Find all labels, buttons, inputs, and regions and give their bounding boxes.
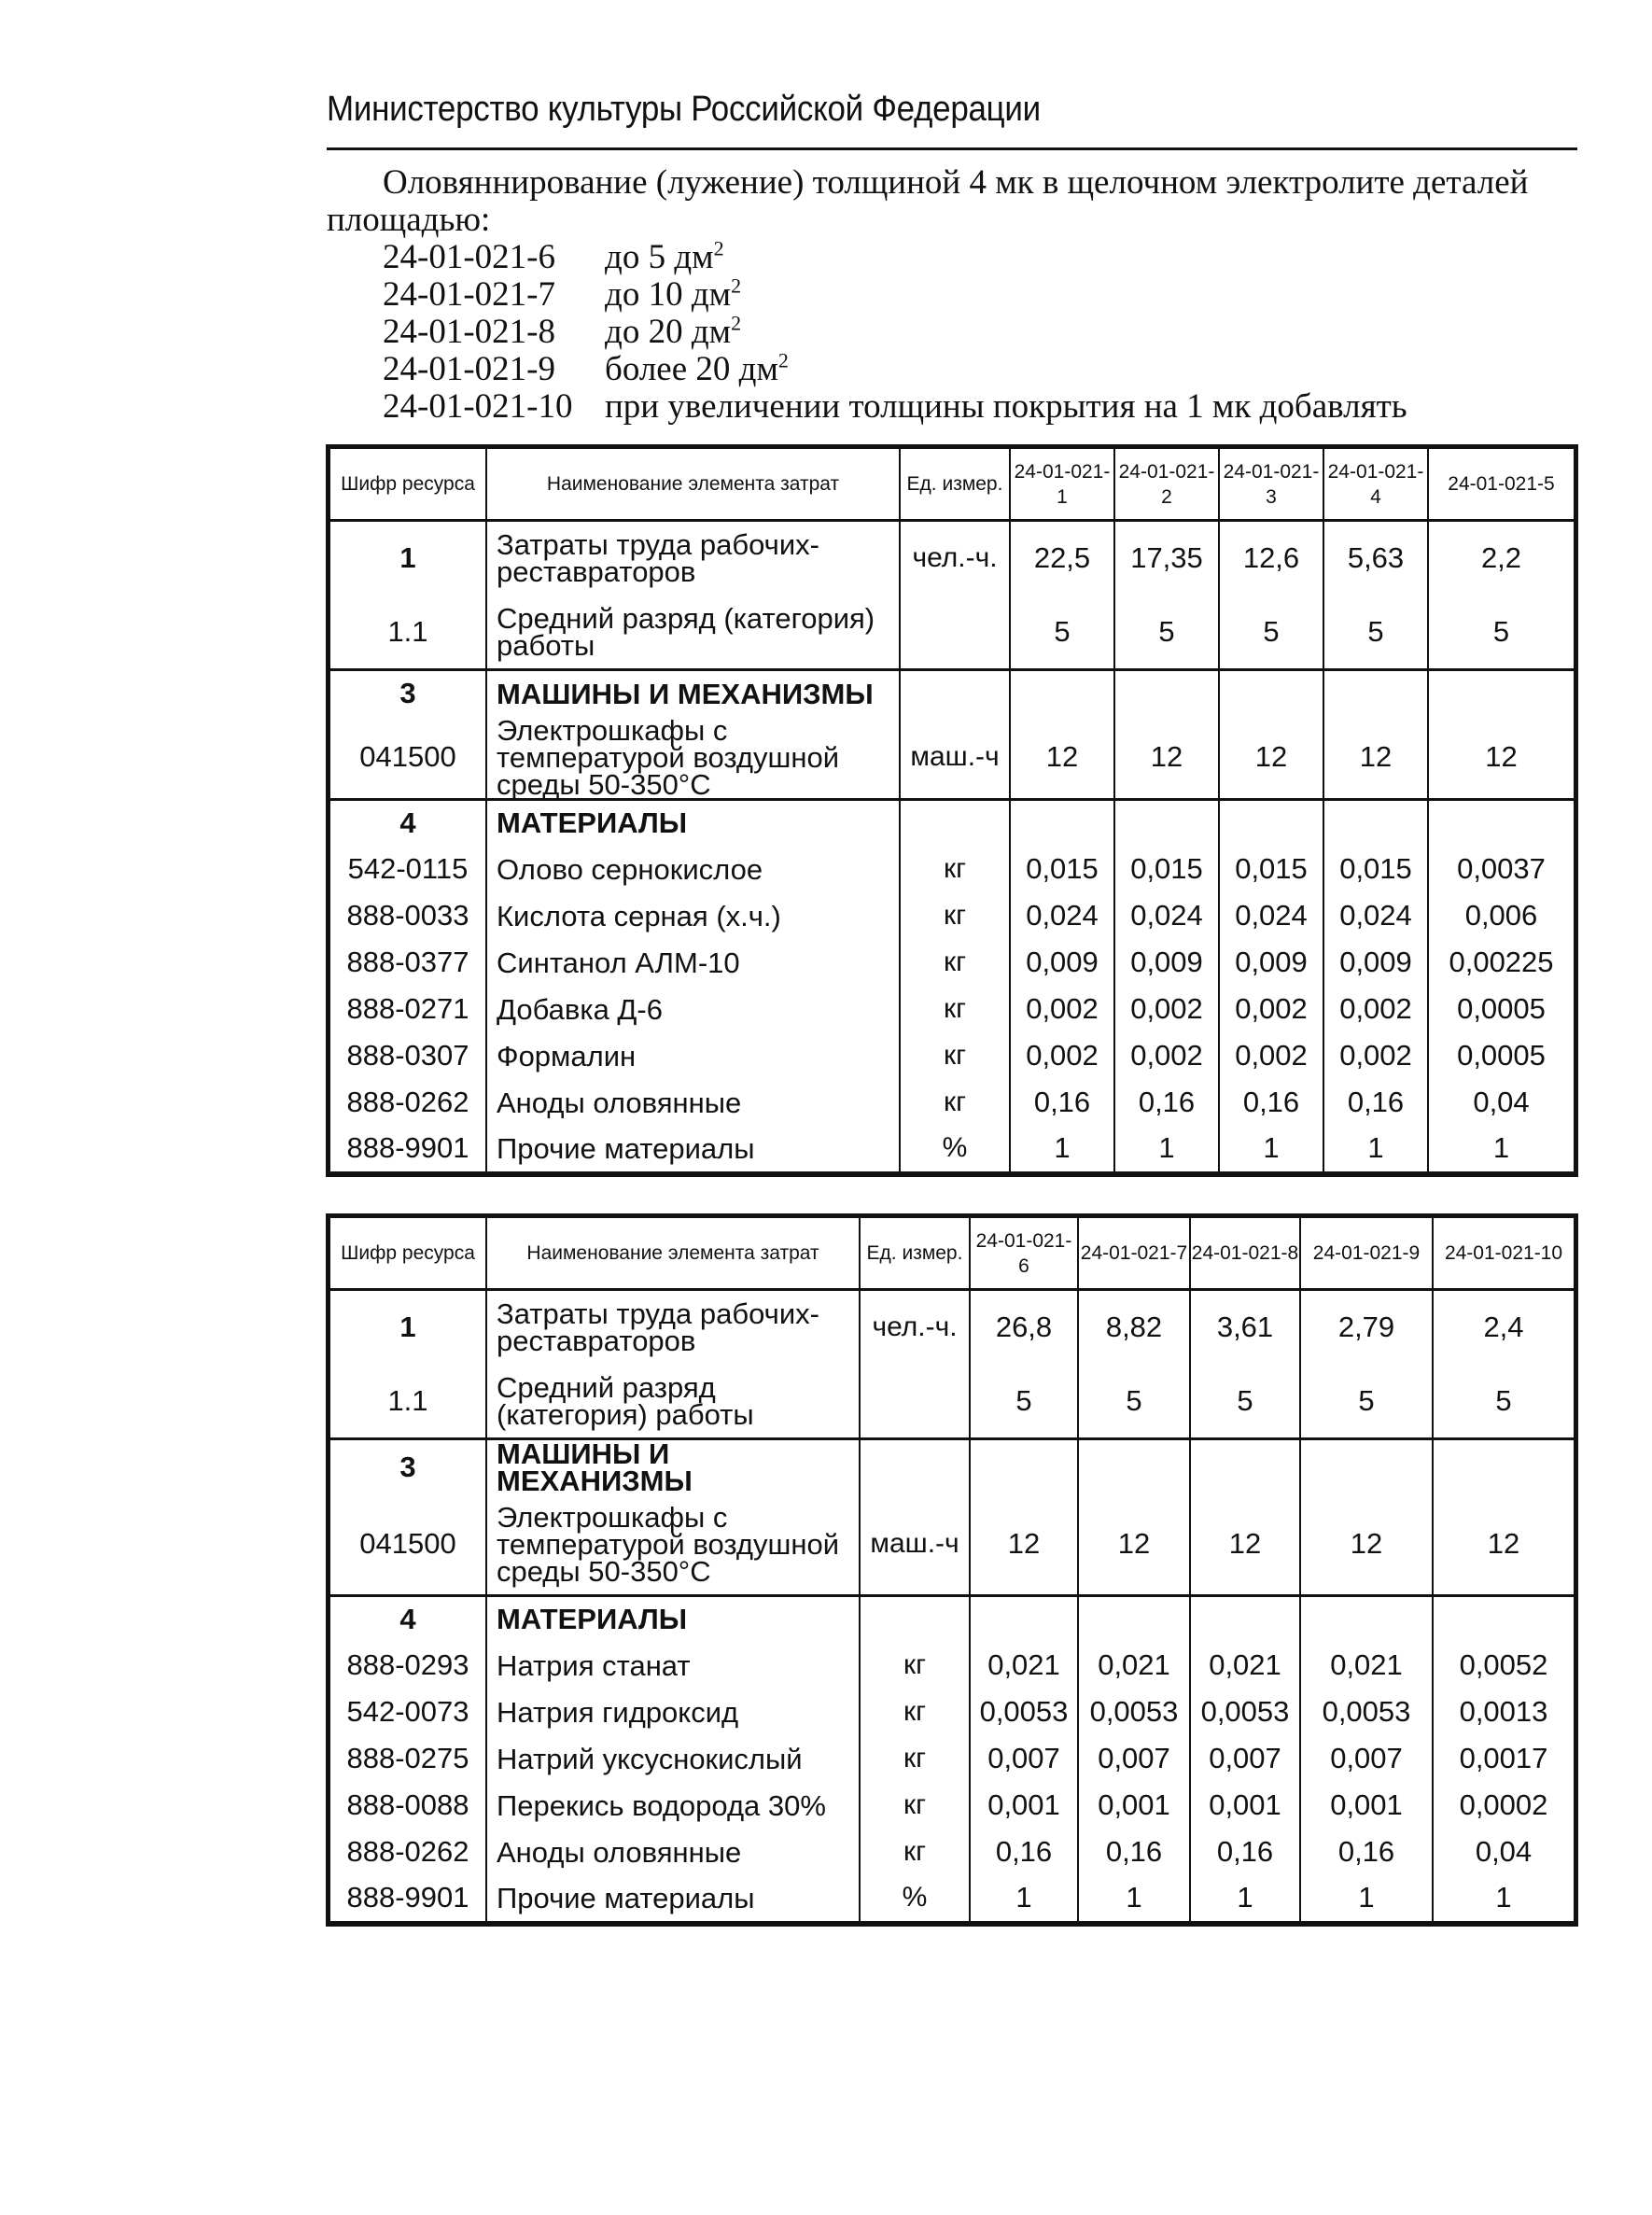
unit-cell: % [900, 1126, 1010, 1172]
value-cell [1219, 670, 1323, 717]
value-cell: 5 [1078, 1365, 1190, 1439]
value-cell [1114, 799, 1219, 846]
value-cell: 12 [1300, 1494, 1433, 1595]
value-cell: 0,015 [1323, 846, 1428, 892]
value-cell [1010, 799, 1114, 846]
value-cell: 0,009 [1219, 939, 1323, 986]
unit-cell [900, 596, 1010, 670]
value-cell: 0,0005 [1428, 986, 1575, 1032]
table-row [329, 1126, 1575, 1172]
value-cell: 0,024 [1010, 892, 1114, 939]
value-cell: 0,16 [1114, 1079, 1219, 1126]
table-row [329, 986, 1575, 1032]
value-cell: 17,35 [1114, 521, 1219, 596]
element-name-cell: МАШИНЫ И МЕХАНИЗМЫ [486, 1439, 860, 1495]
resource-code-cell: 888-0307 [329, 1032, 486, 1079]
value-cell: 0,024 [1219, 892, 1323, 939]
value-cell: 5 [1428, 596, 1575, 670]
unit-cell: кг [900, 892, 1010, 939]
table-row [329, 717, 1575, 800]
value-cell: 22,5 [1010, 521, 1114, 596]
value-cell [1323, 670, 1428, 717]
header-cell: Шифр ресурса [329, 1217, 486, 1290]
value-cell: 0,009 [1010, 939, 1114, 986]
value-cell: 0,16 [970, 1829, 1078, 1875]
element-name-cell: Прочие материалы [486, 1126, 900, 1172]
value-cell: 0,002 [1010, 986, 1114, 1032]
value-cell: 0,002 [1219, 1032, 1323, 1079]
value-cell: 0,015 [1010, 846, 1114, 892]
value-cell: 1 [1190, 1875, 1300, 1922]
value-cell: 0,007 [970, 1735, 1078, 1782]
table-row [329, 846, 1575, 892]
resource-code-cell: 3 [329, 1439, 486, 1495]
element-name-cell: Прочие материалы [486, 1875, 860, 1922]
table-row [329, 1032, 1575, 1079]
value-cell: 0,16 [1323, 1079, 1428, 1126]
value-cell: 0,002 [1010, 1032, 1114, 1079]
value-cell: 0,0053 [1300, 1689, 1433, 1735]
table-row [329, 1365, 1575, 1439]
value-cell: 0,021 [970, 1642, 1078, 1689]
value-cell: 0,0053 [1078, 1689, 1190, 1735]
element-name-cell: Средний разряд (категория) работы [486, 1365, 860, 1439]
table-row [329, 596, 1575, 670]
header-cell: Наименование элемента затрат [486, 1217, 860, 1290]
table-row [329, 1079, 1575, 1126]
unit-cell: кг [860, 1782, 970, 1829]
item-text: до 5 дм [605, 238, 714, 276]
unit-cell [860, 1365, 970, 1439]
value-cell: 12 [970, 1494, 1078, 1595]
table-row [329, 1494, 1575, 1595]
element-name-cell: Затраты труда рабочих-реставраторов [486, 521, 900, 596]
value-cell [1010, 670, 1114, 717]
header-cell: Ед. измер. [900, 448, 1010, 521]
section-heading-row [329, 1595, 1575, 1642]
resource-code-cell: 1.1 [329, 596, 486, 670]
value-cell: 1 [1219, 1126, 1323, 1172]
value-cell: 1 [970, 1875, 1078, 1922]
header-cell: 24-01-021-4 [1323, 448, 1428, 521]
section-heading-row [329, 670, 1575, 717]
resource-code-cell: 4 [329, 1595, 486, 1642]
value-cell: 0,0053 [1190, 1689, 1300, 1735]
header-cell: Наименование элемента затрат [486, 448, 900, 521]
unit-cell: маш.-ч [900, 717, 1010, 800]
item-sup: 2 [713, 236, 724, 260]
value-cell [1300, 1595, 1433, 1642]
table-header-row [329, 448, 1575, 521]
resource-code-cell: 542-0073 [329, 1689, 486, 1735]
value-cell [1433, 1595, 1575, 1642]
value-cell [1300, 1439, 1433, 1495]
value-cell [1428, 799, 1575, 846]
element-name-cell: Формалин [486, 1032, 900, 1079]
element-name-cell: Кислота серная (х.ч.) [486, 892, 900, 939]
value-cell: 5,63 [1323, 521, 1428, 596]
value-cell: 0,015 [1114, 846, 1219, 892]
header-cell: Ед. измер. [860, 1217, 970, 1290]
item-code: 24-01-021-7 [383, 275, 555, 314]
unit-cell: кг [860, 1735, 970, 1782]
value-cell: 0,002 [1323, 986, 1428, 1032]
value-cell: 1 [1323, 1126, 1428, 1172]
value-cell: 0,024 [1114, 892, 1219, 939]
value-cell: 8,82 [1078, 1290, 1190, 1365]
header-cell: 24-01-021-3 [1219, 448, 1323, 521]
value-cell: 12 [1190, 1494, 1300, 1595]
value-cell: 0,006 [1428, 892, 1575, 939]
resource-code-cell: 888-9901 [329, 1875, 486, 1922]
unit-cell: кг [860, 1642, 970, 1689]
item-code: 24-01-021-9 [383, 350, 555, 388]
value-cell [1323, 799, 1428, 846]
value-cell: 0,009 [1114, 939, 1219, 986]
element-name-cell: Олово сернокислое [486, 846, 900, 892]
resource-code-cell: 3 [329, 670, 486, 717]
resource-code-cell: 041500 [329, 1494, 486, 1595]
code-list-item [383, 273, 1577, 314]
value-cell: 0,001 [970, 1782, 1078, 1829]
resource-code-cell: 1 [329, 1290, 486, 1365]
value-cell: 0,002 [1114, 986, 1219, 1032]
unit-cell: чел.-ч. [860, 1290, 970, 1365]
resource-code-cell: 888-0271 [329, 986, 486, 1032]
value-cell: 1 [1433, 1875, 1575, 1922]
value-cell: 0,16 [1219, 1079, 1323, 1126]
item-code: 24-01-021-10 [383, 387, 573, 426]
value-cell: 2,4 [1433, 1290, 1575, 1365]
intro-block [327, 164, 1577, 426]
value-cell [1433, 1439, 1575, 1495]
value-cell: 0,16 [1190, 1829, 1300, 1875]
value-cell: 0,024 [1323, 892, 1428, 939]
resource-code-cell: 888-0275 [329, 1735, 486, 1782]
table-row [329, 892, 1575, 939]
value-cell: 5 [1323, 596, 1428, 670]
table-row [329, 1735, 1575, 1782]
value-cell: 12 [1323, 717, 1428, 800]
value-cell [1078, 1439, 1190, 1495]
value-cell: 0,021 [1078, 1642, 1190, 1689]
item-text: до 10 дм [605, 275, 732, 314]
value-cell: 0,007 [1300, 1735, 1433, 1782]
table-row [329, 1290, 1575, 1365]
value-cell: 0,0002 [1433, 1782, 1575, 1829]
table-row [329, 521, 1575, 596]
value-cell: 0,04 [1433, 1829, 1575, 1875]
unit-cell: кг [900, 846, 1010, 892]
header-cell: 24-01-021-2 [1114, 448, 1219, 521]
value-cell: 5 [1114, 596, 1219, 670]
resource-code-cell: 888-0377 [329, 939, 486, 986]
value-cell: 0,002 [1114, 1032, 1219, 1079]
value-cell: 0,0017 [1433, 1735, 1575, 1782]
value-cell: 5 [1433, 1365, 1575, 1439]
item-sup: 2 [731, 273, 742, 298]
value-cell: 0,0005 [1428, 1032, 1575, 1079]
header-cell: 24-01-021-5 [1428, 448, 1575, 521]
element-name-cell: Натрия гидроксид [486, 1689, 860, 1735]
header-cell: Шифр ресурса [329, 448, 486, 521]
value-cell: 0,001 [1300, 1782, 1433, 1829]
value-cell: 0,16 [1010, 1079, 1114, 1126]
unit-cell: кг [900, 986, 1010, 1032]
value-cell: 0,16 [1078, 1829, 1190, 1875]
element-name-cell: Затраты труда рабочих-реставраторов [486, 1290, 860, 1365]
value-cell: 0,021 [1300, 1642, 1433, 1689]
resource-code-cell: 542-0115 [329, 846, 486, 892]
code-list [327, 236, 1577, 426]
value-cell: 1 [1078, 1875, 1190, 1922]
item-text: при увеличении толщины покрытия на 1 мк добавлять [605, 387, 1407, 426]
value-cell [1219, 799, 1323, 846]
value-cell: 12 [1114, 717, 1219, 800]
value-cell: 0,001 [1190, 1782, 1300, 1829]
resource-code-cell: 888-0293 [329, 1642, 486, 1689]
table-row [329, 1642, 1575, 1689]
table-row [329, 939, 1575, 986]
value-cell: 0,0053 [970, 1689, 1078, 1735]
table-header-row [329, 1217, 1575, 1290]
element-name-cell: Натрия станат [486, 1642, 860, 1689]
resource-code-cell: 888-0262 [329, 1079, 486, 1126]
item-code: 24-01-021-6 [383, 238, 555, 276]
element-name-cell: Натрий уксуснокислый [486, 1735, 860, 1782]
header-cell: 24-01-021-6 [970, 1217, 1078, 1290]
value-cell: 0,002 [1323, 1032, 1428, 1079]
value-cell: 0,0037 [1428, 846, 1575, 892]
value-cell: 5 [1010, 596, 1114, 670]
section-heading-row [329, 1439, 1575, 1495]
element-name-cell: Аноды оловянные [486, 1079, 900, 1126]
code-list-item [383, 236, 1577, 276]
value-cell: 0,015 [1219, 846, 1323, 892]
resource-code-cell: 888-0033 [329, 892, 486, 939]
element-name-cell: МАШИНЫ И МЕХАНИЗМЫ [486, 670, 900, 717]
header-cell: 24-01-021-9 [1300, 1217, 1433, 1290]
element-name-cell: Электрошкафы с температурой воздушной среды 50-350°С [486, 1494, 860, 1595]
resource-code-cell: 888-0262 [329, 1829, 486, 1875]
value-cell [970, 1439, 1078, 1495]
value-cell: 3,61 [1190, 1290, 1300, 1365]
page-header: Министерство культуры Российской Федерации [327, 90, 1041, 129]
value-cell: 2,79 [1300, 1290, 1433, 1365]
element-name-cell: Электрошкафы с температурой воздушной среды 50-350°С [486, 717, 900, 800]
value-cell: 12 [1078, 1494, 1190, 1595]
item-code: 24-01-021-8 [383, 313, 555, 351]
item-text: более 20 дм [605, 350, 778, 388]
element-name-cell: МАТЕРИАЛЫ [486, 1595, 860, 1642]
element-name-cell: Средний разряд (категория) работы [486, 596, 900, 670]
unit-cell: кг [900, 939, 1010, 986]
unit-cell: кг [860, 1829, 970, 1875]
value-cell [1428, 670, 1575, 717]
resource-code-cell: 1.1 [329, 1365, 486, 1439]
value-cell: 1 [1114, 1126, 1219, 1172]
element-name-cell: Добавка Д-6 [486, 986, 900, 1032]
item-text: до 20 дм [605, 313, 732, 351]
value-cell: 0,002 [1219, 986, 1323, 1032]
item-sup: 2 [731, 311, 742, 335]
header-rule [327, 147, 1577, 150]
value-cell: 12 [1433, 1494, 1575, 1595]
element-name-cell: МАТЕРИАЛЫ [486, 799, 900, 846]
value-cell: 1 [1010, 1126, 1114, 1172]
resource-code-cell: 041500 [329, 717, 486, 800]
unit-cell [860, 1595, 970, 1642]
element-name-cell: Перекись водорода 30% [486, 1782, 860, 1829]
value-cell: 0,021 [1190, 1642, 1300, 1689]
value-cell: 0,16 [1300, 1829, 1433, 1875]
resource-code-cell: 888-9901 [329, 1126, 486, 1172]
value-cell: 12 [1428, 717, 1575, 800]
code-list-item [383, 311, 1577, 351]
header-cell: 24-01-021-1 [1010, 448, 1114, 521]
intro-paragraph: Оловяннирование (лужение) толщиной 4 мк в щелочном электролите деталей площадью: [327, 163, 1529, 239]
table-row [329, 1875, 1575, 1922]
value-cell: 0,001 [1078, 1782, 1190, 1829]
value-cell [1190, 1595, 1300, 1642]
header-cell: 24-01-021-10 [1433, 1217, 1575, 1290]
resource-code-cell: 4 [329, 799, 486, 846]
value-cell: 5 [970, 1365, 1078, 1439]
value-cell [1114, 670, 1219, 717]
value-cell: 12 [1219, 717, 1323, 800]
value-cell: 1 [1300, 1875, 1433, 1922]
value-cell: 0,0052 [1433, 1642, 1575, 1689]
unit-cell: чел.-ч. [900, 521, 1010, 596]
table-row [329, 1829, 1575, 1875]
unit-cell: кг [900, 1032, 1010, 1079]
value-cell: 0,007 [1190, 1735, 1300, 1782]
header-cell: 24-01-021-7 [1078, 1217, 1190, 1290]
value-cell: 0,04 [1428, 1079, 1575, 1126]
value-cell: 2,2 [1428, 521, 1575, 596]
value-cell: 1 [1428, 1126, 1575, 1172]
header-cell: 24-01-021-8 [1190, 1217, 1300, 1290]
item-sup: 2 [777, 348, 789, 372]
value-cell: 0,009 [1323, 939, 1428, 986]
table-row [329, 1782, 1575, 1829]
code-list-item [383, 348, 1577, 388]
unit-cell [900, 799, 1010, 846]
unit-cell: маш.-ч [860, 1494, 970, 1595]
unit-cell: кг [860, 1689, 970, 1735]
value-cell: 5 [1219, 596, 1323, 670]
value-cell: 0,00225 [1428, 939, 1575, 986]
value-cell: 5 [1190, 1365, 1300, 1439]
unit-cell [900, 670, 1010, 717]
unit-cell [860, 1439, 970, 1495]
value-cell [1190, 1439, 1300, 1495]
value-cell [970, 1595, 1078, 1642]
value-cell: 26,8 [970, 1290, 1078, 1365]
unit-cell: % [860, 1875, 970, 1922]
code-list-item [383, 388, 1577, 426]
element-name-cell: Аноды оловянные [486, 1829, 860, 1875]
unit-cell: кг [900, 1079, 1010, 1126]
table-row [329, 1689, 1575, 1735]
value-cell [1078, 1595, 1190, 1642]
resource-code-cell: 1 [329, 521, 486, 596]
resource-table-1 [329, 447, 1575, 1174]
value-cell: 12,6 [1219, 521, 1323, 596]
value-cell: 12 [1010, 717, 1114, 800]
element-name-cell: Синтанол АЛМ-10 [486, 939, 900, 986]
value-cell: 0,0013 [1433, 1689, 1575, 1735]
value-cell: 0,007 [1078, 1735, 1190, 1782]
resource-table-2 [329, 1216, 1575, 1924]
resource-code-cell: 888-0088 [329, 1782, 486, 1829]
section-heading-row [329, 799, 1575, 846]
value-cell: 5 [1300, 1365, 1433, 1439]
